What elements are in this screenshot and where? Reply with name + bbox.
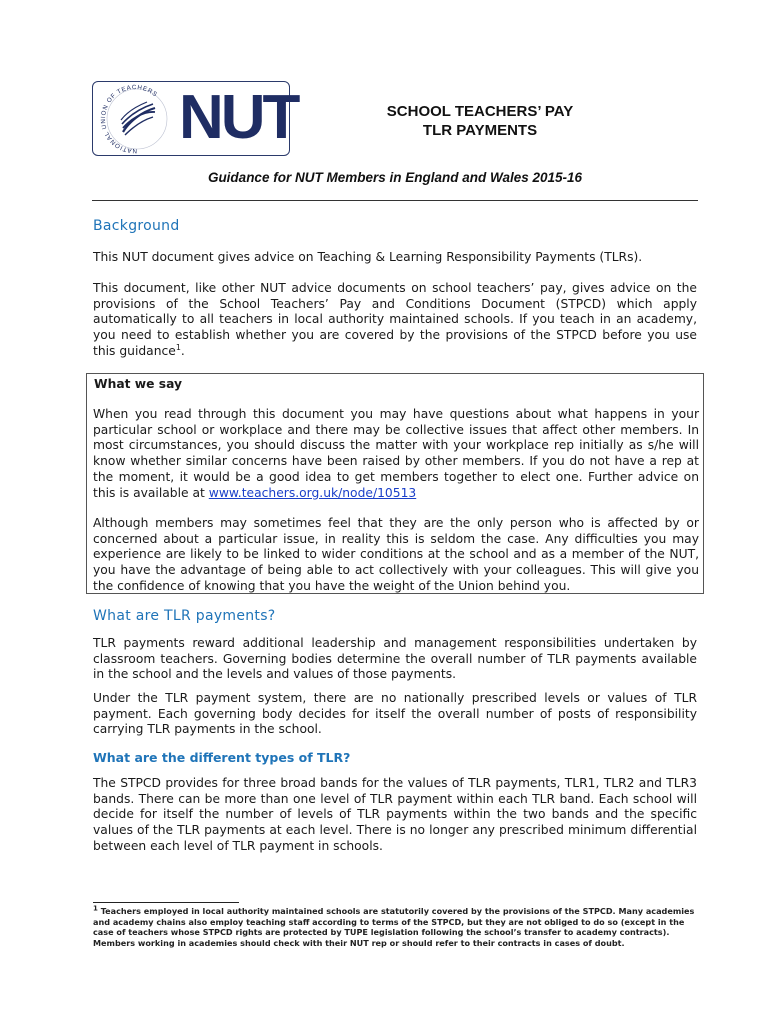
what-we-say-box xyxy=(86,373,704,594)
background-paragraph-2-end: . xyxy=(180,343,185,358)
tlr-types-subheading: What are the different types of TLR? xyxy=(93,750,351,765)
logo-wordmark: NUT xyxy=(179,83,298,152)
tlr-paragraph-1: TLR payments reward additional leadership and management responsibilities undertaken by classroom teachers. Governing bodies determine the overall number of TLR payments available in the school and the levels and values of those payments. xyxy=(93,636,697,682)
footnote-divider xyxy=(93,902,239,903)
tlr-paragraph-2: Under the TLR payment system, there are no nationally prescribed levels or values of TLR payment. Each governing body decides for itself the overall number of posts of responsibility carrying TLR payments in the school. xyxy=(93,691,697,737)
tlr-heading: What are TLR payments? xyxy=(93,608,276,624)
footnote-number: 1 xyxy=(93,904,98,913)
footnote-ref[interactable]: 1 xyxy=(175,342,181,352)
what-we-say-paragraph-1 xyxy=(93,407,699,501)
background-paragraph-2 xyxy=(93,281,697,360)
teachers-link[interactable]: www.teachers.org.uk/node/10513 xyxy=(208,485,417,500)
tlr-paragraph-3: The STPCD provides for three broad bands for the values of TLR payments, TLR1, TLR2 and TLR3 bands. There can be more than one level of TLR payment within each TLR band. Each school will decide for itself the number of levels of TLR payments within the two bands and the specific values of the TLR payments at each level. There is no longer any prescribed minimum differential between each level of TLR payment in schools. xyxy=(93,776,697,853)
footnote xyxy=(93,906,697,949)
footnote-text: Teachers employed in local authority maintained schools are statutorily covered by the provisions of the STPCD. Many academies and academy chains also employ teaching staff according to terms of the STPCD, but they are not obliged to do so (except in the case of teachers whose STPCD rights are protected by TUPE legislation following the school’s transfer to academy contracts). Members working in academies should check with their NUT rep or should refer to their contracts in cases of doubt. xyxy=(93,906,695,949)
title-line-2: TLR PAYMENTS xyxy=(422,122,538,139)
background-paragraph-1: This NUT document gives advice on Teaching & Learning Responsibility Payments (TLRs). xyxy=(93,250,643,264)
nut-logo xyxy=(92,81,298,156)
title-line-1: SCHOOL TEACHERS’ PAY xyxy=(386,103,574,120)
document-subtitle: Guidance for NUT Members in England and Wales 2015-16 xyxy=(207,170,583,185)
what-we-say-paragraph-1-text: When you read through this document you may have questions about what happens in your particular school or workplace and there may be collective issues that affect other members. In most circumstances, you should discuss the matter with your workplace rep initially as s/he will know whether similar concerns have been raised by other members. If you do not have a rep at the moment, it would be a good idea to get members together to elect one. Further advice on this is available at xyxy=(93,407,699,500)
background-heading: Background xyxy=(93,218,180,234)
what-we-say-paragraph-2: Although members may sometimes feel that they are the only person who is affected by or concerned about a particular issue, in reality this is seldom the case. Any difficulties you may experience are likely to be linked to wider conditions at the school and as a member of the NUT, you have the advantage of being able to act collectively with your colleagues. This will give you the confidence of knowing that you have the weight of the Union behind you. xyxy=(93,516,699,593)
what-we-say-title: What we say xyxy=(94,377,183,391)
background-paragraph-2-text: This document, like other NUT advice documents on school teachers’ pay, gives advice on the provisions of the School Teachers’ Pay and Conditions Document (STPCD) which apply automatically to all teachers in local authority maintained schools. If you teach in an academy, you need to establish whether you are covered by the provisions of the STPCD before you use this guidance xyxy=(93,281,697,358)
svg-text:NATIONAL UNION OF TEACHERS: NATIONAL UNION OF TEACHERS xyxy=(99,84,159,155)
document-title xyxy=(360,102,600,140)
header-divider xyxy=(92,200,698,201)
